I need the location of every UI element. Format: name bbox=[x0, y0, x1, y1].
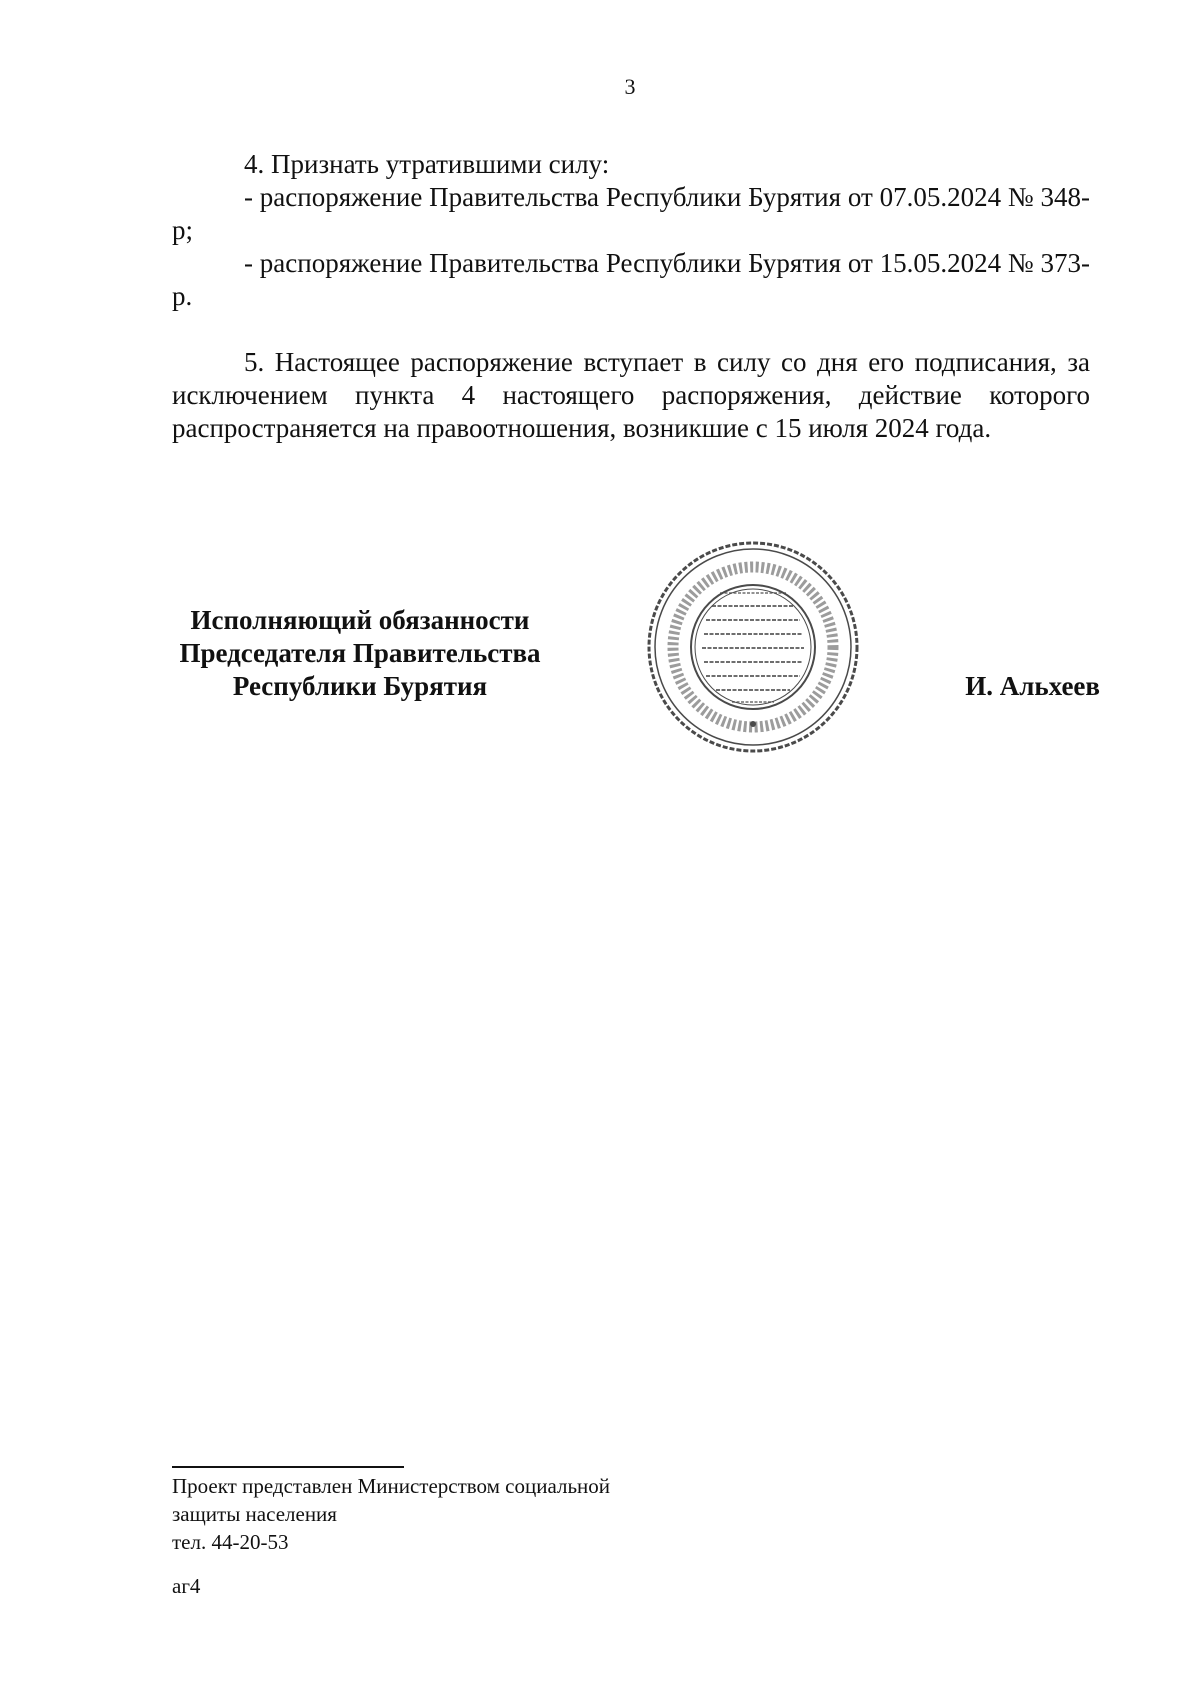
footnote-line-3: тел. 44-20-53 bbox=[172, 1530, 289, 1554]
paragraph-5: 5. Настоящее распоряжение вступает в силу со дня его подписания, за исключением пункта 4 настоящего распоряжения, действие которого распространяется на правоотношения, возникшие с 15 июля 2024 года. bbox=[172, 347, 1090, 443]
footnote-line-1: Проект представлен Министерством социальной bbox=[172, 1474, 611, 1498]
paragraph-4-item-2: - распоряжение Правительства Республики Бурятия от 15.05.2024 № 373-р. bbox=[172, 248, 1090, 311]
paragraph-4-item-1: - распоряжение Правительства Республики Бурятия от 07.05.2024 № 348-р; bbox=[172, 182, 1090, 245]
document-code: аг4 bbox=[172, 1574, 201, 1598]
signer-title-line-3: Республики Бурятия bbox=[232, 671, 488, 701]
document-body bbox=[172, 148, 1090, 445]
footnote bbox=[172, 1472, 610, 1556]
signer-name: И. Альхеев bbox=[965, 671, 1100, 701]
paragraph-4-heading: 4. Признать утратившими силу: bbox=[244, 149, 610, 179]
signature-block bbox=[160, 532, 1100, 772]
signer-title-line-2: Председателя Правительства bbox=[179, 638, 541, 668]
footnote-line-2: защиты населения bbox=[172, 1502, 337, 1526]
signer-title-line-1: Исполняющий обязанности bbox=[190, 605, 530, 635]
page-number: 3 bbox=[624, 74, 636, 99]
footnote-divider bbox=[172, 1466, 404, 1468]
official-stamp-seal bbox=[646, 540, 860, 754]
signer-title bbox=[160, 604, 560, 703]
